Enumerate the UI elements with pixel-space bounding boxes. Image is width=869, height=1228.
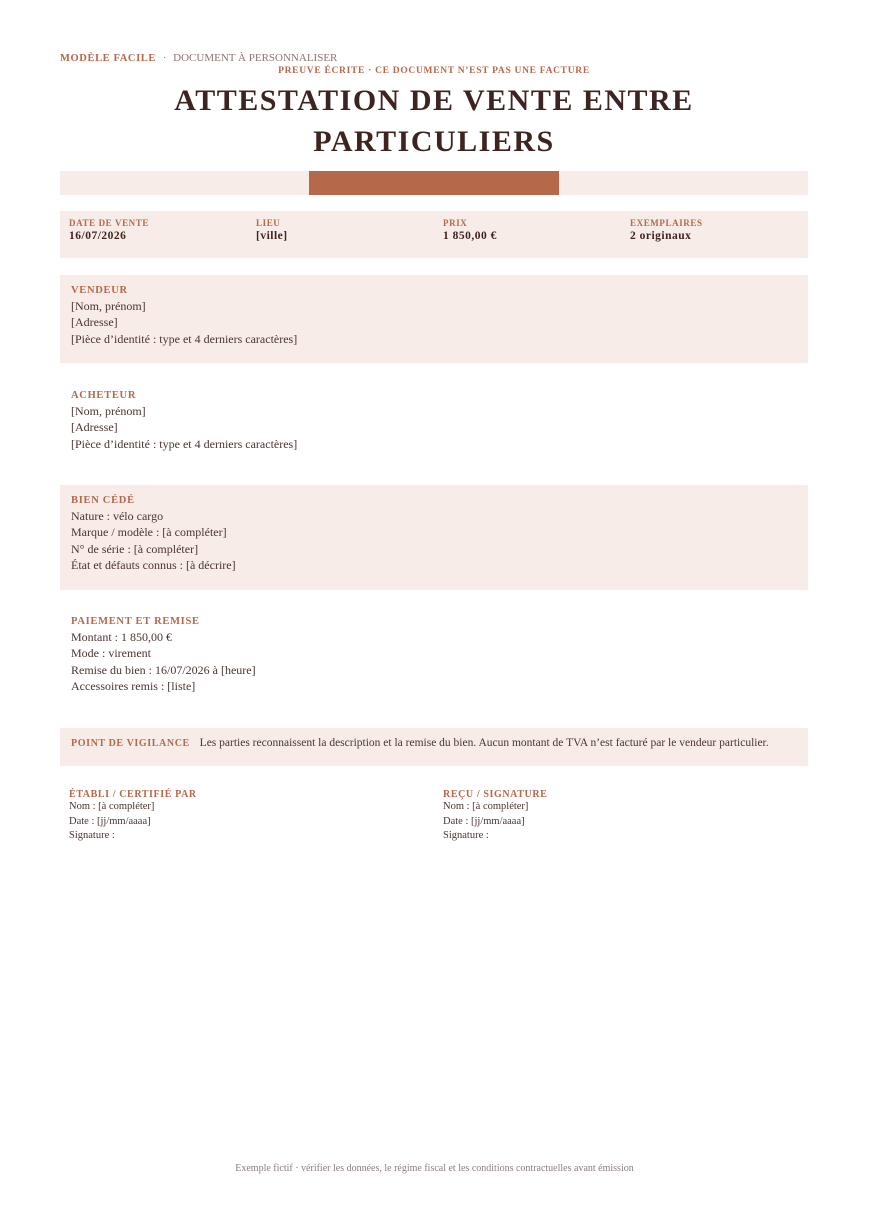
info-price	[434, 211, 621, 258]
title-line-1: ATTESTATION DE VENTE ENTRE	[174, 84, 694, 117]
info-strip	[60, 211, 808, 258]
signature-name: Nom : [à compléter]	[443, 801, 529, 812]
signature-date: Date : [jj/mm/aaaa]	[69, 815, 151, 827]
header-topline	[60, 52, 337, 64]
info-label: LIEU	[256, 218, 281, 228]
footer-disclaimer: Exemple fictif · vérifier les données, le régime fiscal et les conditions contractuelles avant émission	[235, 1163, 634, 1174]
info-value: [ville]	[256, 230, 288, 242]
signature-block-issuer	[69, 789, 429, 844]
section-line: Mode : virement	[71, 646, 151, 661]
section-paiement	[60, 606, 808, 711]
info-value: 16/07/2026	[69, 230, 127, 242]
section-line: Accessoires remis : [liste]	[71, 679, 196, 694]
info-place	[247, 211, 434, 258]
signature-block-receiver	[443, 789, 803, 844]
signature-field: Signature :	[443, 830, 489, 841]
section-title: BIEN CÉDÉ	[71, 495, 135, 506]
section-line: Nature : vélo cargo	[71, 509, 164, 523]
signature-name: Nom : [à compléter]	[69, 801, 155, 812]
section-line: [Adresse]	[71, 315, 118, 330]
section-line: N° de série : [à compléter]	[71, 541, 199, 556]
section-line: [Pièce d’identité : type et 4 derniers caractères]	[71, 331, 298, 346]
section-bien	[60, 485, 808, 590]
brand-subtitle: DOCUMENT À PERSONNALISER	[173, 52, 338, 64]
section-line: [Nom, prénom]	[71, 299, 146, 313]
section-title: PAIEMENT ET REMISE	[71, 616, 200, 627]
info-label: DATE DE VENTE	[69, 218, 149, 228]
info-label: EXEMPLAIRES	[630, 218, 703, 228]
signature-title: REÇU / SIGNATURE	[443, 789, 548, 800]
section-line: Remise du bien : 16/07/2026 à [heure]	[71, 662, 256, 677]
signature-field: Signature :	[69, 830, 115, 841]
vigilance-title: POINT DE VIGILANCE	[71, 738, 190, 749]
document-page	[60, 0, 808, 1228]
proof-notice: PREUVE ÉCRITE · CE DOCUMENT N’EST PAS UNE FACTURE	[278, 66, 590, 76]
vigilance-box	[60, 728, 808, 766]
signature-date: Date : [jj/mm/aaaa]	[443, 815, 525, 827]
info-date	[60, 211, 247, 258]
info-copies	[621, 211, 808, 258]
section-acheteur	[60, 380, 808, 468]
section-line: État et défauts connus : [à décrire]	[71, 558, 236, 573]
section-title: VENDEUR	[71, 285, 128, 296]
info-value: 1 850,00 €	[443, 230, 497, 242]
signature-title: ÉTABLI / CERTIFIÉ PAR	[69, 789, 197, 800]
section-line: Marque / modèle : [à compléter]	[71, 525, 227, 540]
section-line: [Adresse]	[71, 420, 118, 435]
brand-label: MODÈLE FACILE	[60, 53, 156, 64]
title-line-2: PARTICULIERS	[313, 125, 555, 158]
vigilance-text: Les parties reconnaissent la description et la remise du bien. Aucun montant de TVA n’est facturé par le vendeur particulier.	[199, 737, 769, 749]
section-line: Montant : 1 850,00 €	[71, 630, 172, 644]
section-title: ACHETEUR	[71, 390, 137, 401]
section-vendeur	[60, 275, 808, 363]
section-line: [Nom, prénom]	[71, 404, 146, 418]
brand-separator: ·	[162, 52, 167, 64]
document-title	[60, 80, 808, 162]
section-line: [Pièce d’identité : type et 4 derniers caractères]	[71, 436, 298, 451]
info-value: 2 originaux	[630, 230, 692, 242]
decorative-band-accent	[309, 171, 559, 195]
info-label: PRIX	[443, 218, 468, 228]
